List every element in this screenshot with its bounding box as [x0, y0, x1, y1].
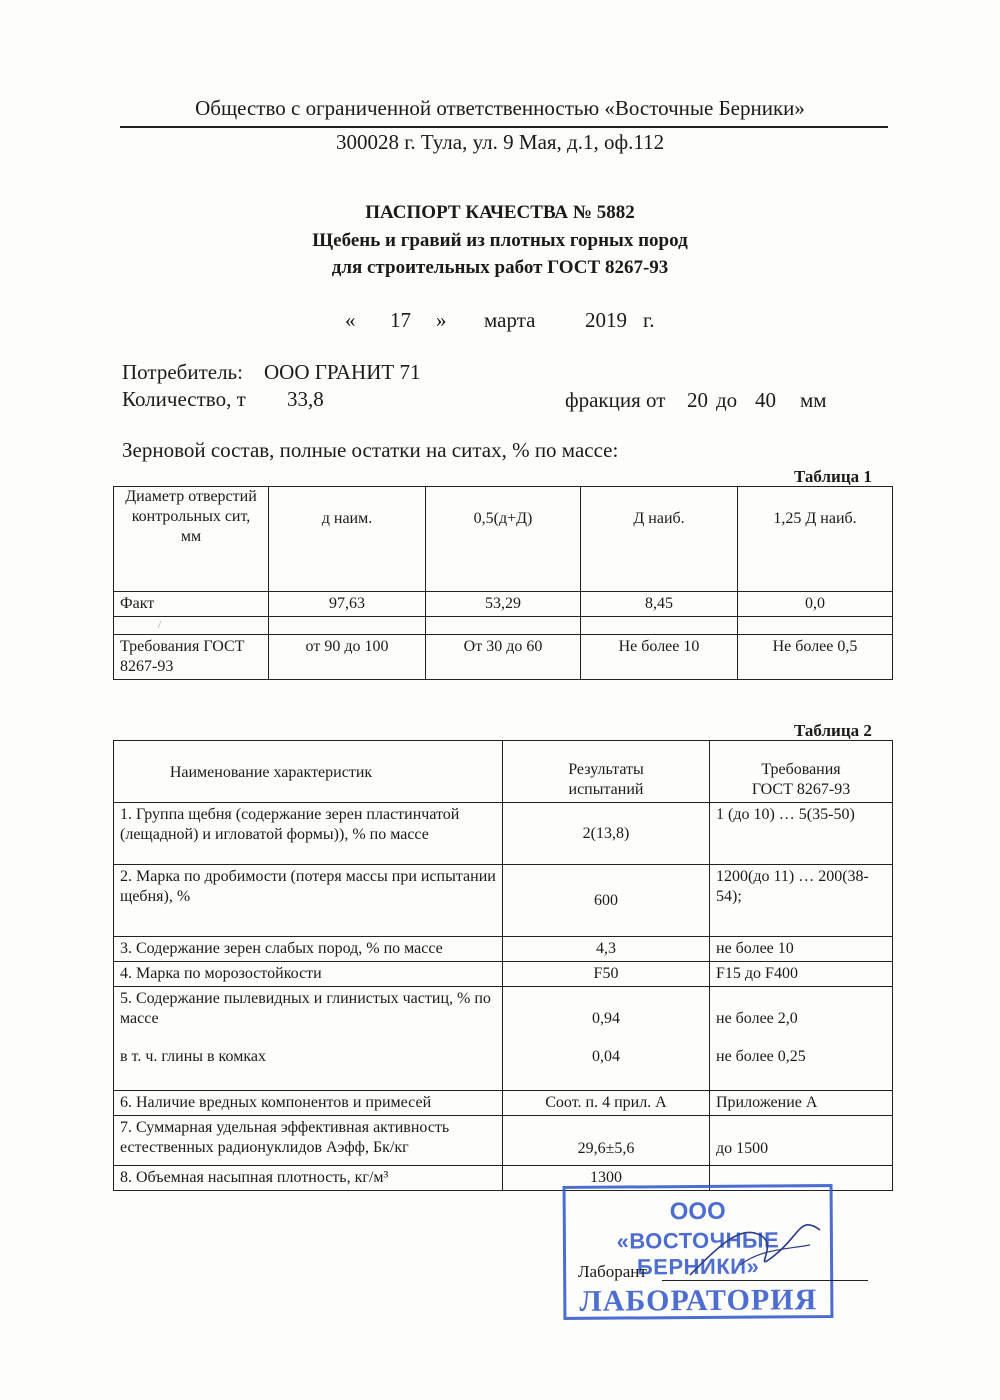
empty-row-mark: /: [114, 617, 269, 635]
date-day: 17: [390, 308, 411, 332]
sieve-diameter-header: Диаметр отверстий контрольных сит, мм: [114, 487, 269, 592]
company-name: Общество с ограниченной ответственностью «Восточные Берники»: [195, 96, 805, 120]
stamp-line-org: ООО: [669, 1197, 726, 1226]
test-result: 2(13,8): [503, 803, 710, 865]
d-max-header: Д наиб.: [581, 487, 738, 592]
gost-requirements-header: Требования ГОСТ 8267-93: [710, 741, 893, 803]
characteristic-name: 6. Наличие вредных компонентов и примесей: [114, 1091, 503, 1116]
d-min-header: д наим.: [269, 487, 426, 592]
document-title: ПАСПОРТ КАЧЕСТВА № 5882: [365, 202, 635, 223]
table-row: [114, 1091, 893, 1116]
table2-caption: Таблица 2: [794, 721, 872, 740]
characteristic-name: 8. Объемная насыпная плотность, кг/м³: [114, 1166, 503, 1191]
fact-d-min: 97,63: [269, 592, 426, 617]
empty-cell: [269, 617, 426, 635]
characteristic-name: 7. Суммарная удельная эффективная активность естественных радионуклидов Аэфф, Бк/кг: [114, 1116, 503, 1166]
fraction-to-label: до: [716, 388, 738, 412]
quantity-label: Количество, т: [122, 387, 246, 411]
fraction-label: фракция от: [565, 388, 666, 412]
characteristic-name-header: Наименование характеристик: [114, 741, 503, 803]
company-address: 300028 г. Тула, ул. 9 Мая, д.1, оф.112: [335, 130, 665, 154]
characteristic-name: 2. Марка по дробимости (потеря массы при испытании щебня), %: [114, 865, 503, 937]
fraction-unit: мм: [800, 388, 827, 412]
req-half-sum: От 30 до 60: [426, 635, 581, 680]
characteristics-table: [113, 740, 893, 1191]
test-result: Соот. п. 4 прил. А: [503, 1091, 710, 1116]
characteristic-name: 4. Марка по морозостойкости: [114, 962, 503, 987]
empty-cell: [426, 617, 581, 635]
test-result: 600: [503, 865, 710, 937]
gost-requirement: Приложение А: [710, 1091, 893, 1116]
consumer-label: Потребитель:: [122, 360, 243, 384]
requirements-row: [114, 635, 893, 680]
date-year: 2019: [585, 308, 627, 332]
date-year-suffix: г.: [643, 308, 655, 332]
empty-cell: [581, 617, 738, 635]
document-subtitle-1: Щебень и гравий из плотных горных пород: [312, 230, 688, 251]
req-d-max-125: Не более 0,5: [738, 635, 893, 680]
fraction-from: 20: [687, 388, 708, 412]
characteristics-header-row: [114, 741, 893, 803]
gost-requirement: 1 (до 10) … 5(35-50): [710, 803, 893, 865]
test-results-header: Результаты испытаний: [503, 741, 710, 803]
table-row: [114, 865, 893, 937]
test-result: 29,6±5,6: [503, 1116, 710, 1166]
test-result-group: [503, 987, 710, 1091]
signature-icon: [680, 1205, 830, 1295]
fraction-to: 40: [755, 388, 776, 412]
table-row: [114, 987, 893, 1091]
gost-requirement: до 1500: [710, 1116, 893, 1166]
test-result: 4,3: [503, 937, 710, 962]
d-max-125-header: 1,25 Д наиб.: [738, 487, 893, 592]
characteristic-name-group: [114, 987, 503, 1091]
requirements-label: Требования ГОСТ 8267-93: [114, 635, 269, 680]
half-sum-header: 0,5(д+Д): [426, 487, 581, 592]
date-close-quote: »: [436, 308, 447, 332]
table-row: [114, 803, 893, 865]
characteristic-name: 1. Группа щебня (содержание зерен пластинчатой (лещадной) и игловатой формы)), % по массе: [114, 803, 503, 865]
characteristic-subname: в т. ч. глины в комках: [120, 1048, 266, 1065]
gost-requirement-group: [710, 987, 893, 1091]
consumer-value: ООО ГРАНИТ 71: [264, 360, 421, 384]
gost-requirement: не более 2,0: [716, 1010, 798, 1027]
test-result: 1300: [503, 1166, 710, 1191]
empty-cell: [738, 617, 893, 635]
stamp-line-company: «ВОСТОЧНЫЕ БЕРНИКИ»: [616, 1227, 780, 1280]
fact-label: Факт: [114, 592, 269, 617]
gost-requirement: 1200(до 11) … 200(38-54);: [710, 865, 893, 937]
table1-caption: Таблица 1: [794, 467, 872, 486]
gost-requirement: не более 10: [710, 937, 893, 962]
req-d-min: от 90 до 100: [269, 635, 426, 680]
fact-d-max: 8,45: [581, 592, 738, 617]
date-month: марта: [484, 308, 536, 332]
test-result: F50: [503, 962, 710, 987]
grain-table: [113, 486, 893, 680]
quantity-value: 33,8: [287, 387, 324, 411]
test-result: 0,94: [592, 1010, 620, 1027]
laborant-label: Лаборант: [578, 1262, 647, 1281]
date-open-quote: «: [345, 308, 356, 332]
characteristic-name: 3. Содержание зерен слабых пород, % по массе: [114, 937, 503, 962]
empty-row: [114, 617, 893, 635]
gost-requirement-sub: не более 0,25: [716, 1048, 806, 1065]
table-row: [114, 962, 893, 987]
fact-half-sum: 53,29: [426, 592, 581, 617]
stamp-line-lab: ЛАБОРАТОРИЯ: [579, 1283, 818, 1318]
test-result-sub: 0,04: [592, 1048, 620, 1065]
gost-requirement: F15 до F400: [710, 962, 893, 987]
fact-d-max-125: 0,0: [738, 592, 893, 617]
grain-table-header-row: [114, 487, 893, 592]
table-row: [114, 1116, 893, 1166]
fact-row: [114, 592, 893, 617]
grain-composition-heading: Зерновой состав, полные остатки на ситах, % по массе:: [122, 438, 619, 462]
characteristic-name: 5. Содержание пылевидных и глинистых частиц, % по массе: [120, 990, 491, 1027]
header-rule: [120, 126, 888, 128]
document-subtitle-2: для строительных работ ГОСТ 8267-93: [331, 257, 669, 278]
table-row: [114, 937, 893, 962]
req-d-max: Не более 10: [581, 635, 738, 680]
